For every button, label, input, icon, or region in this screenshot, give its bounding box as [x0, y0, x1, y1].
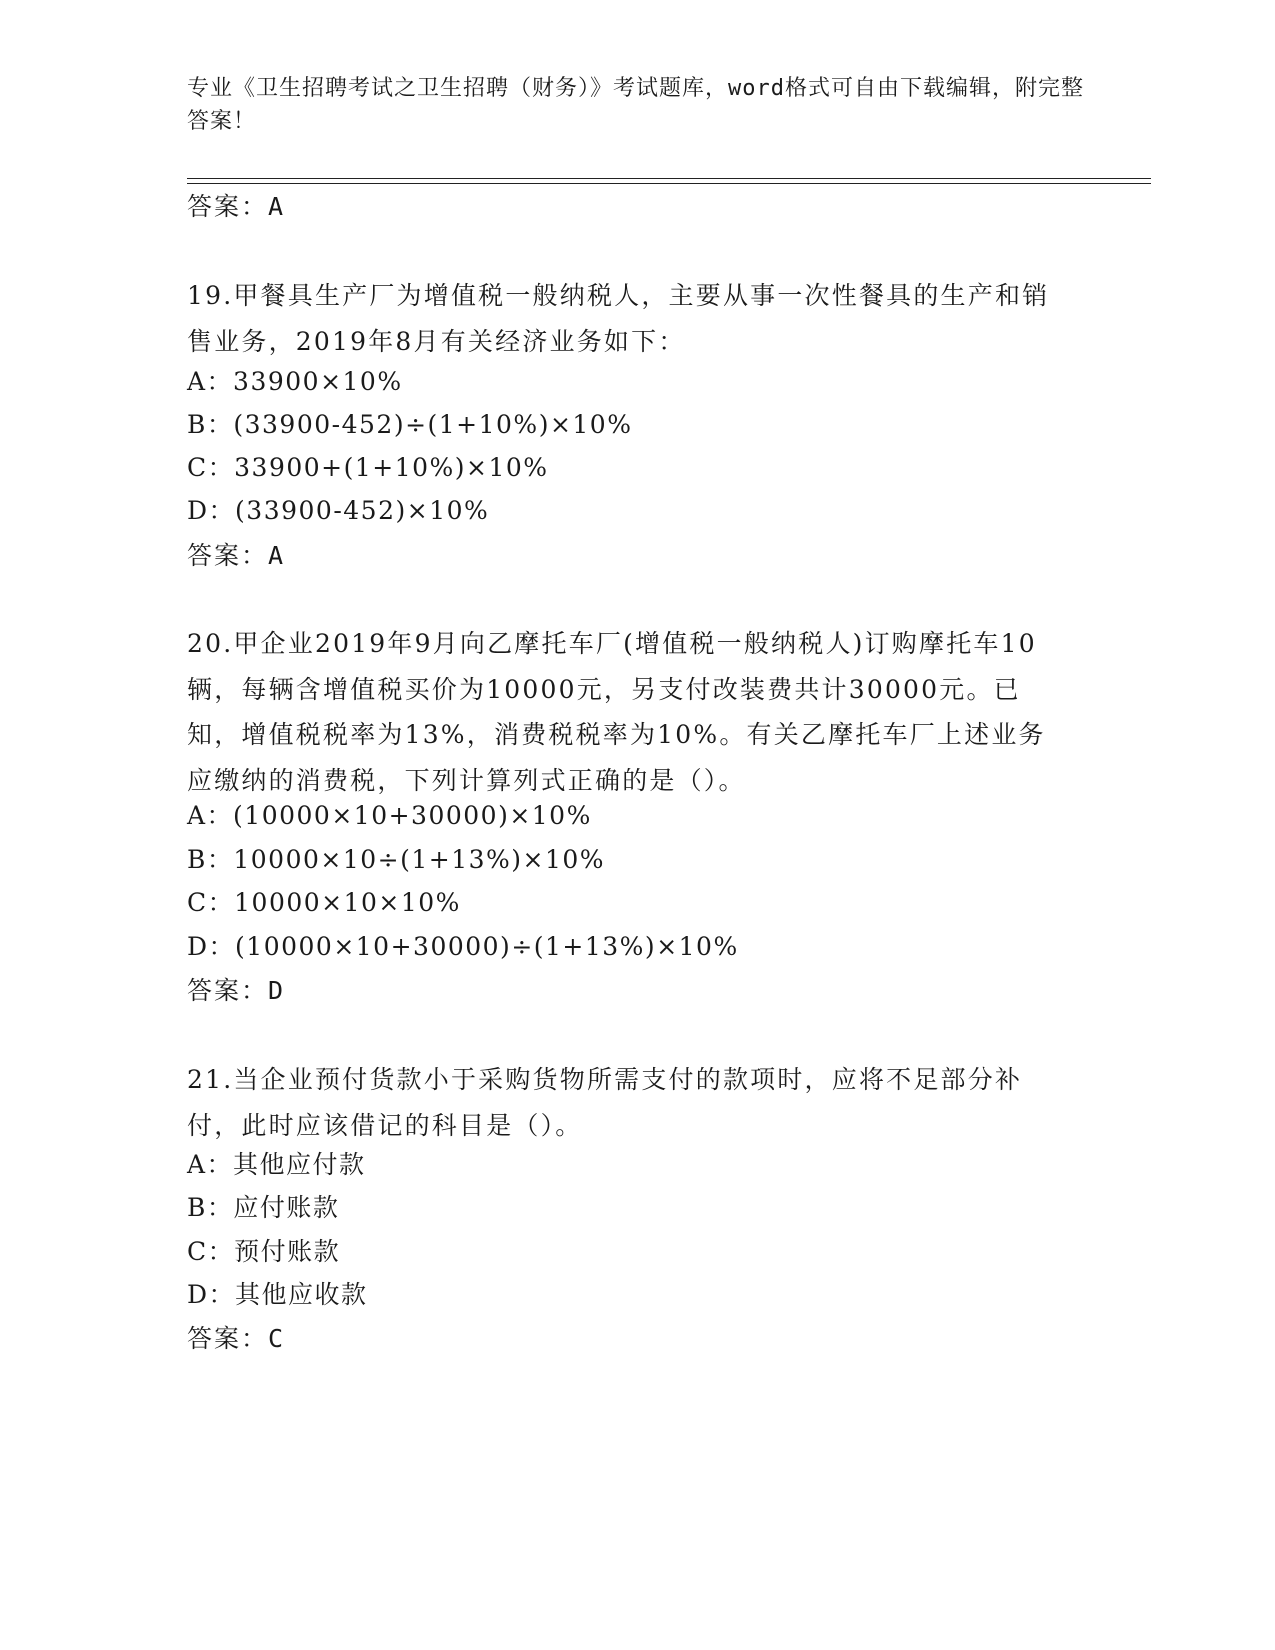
question-19-option-b: B：(33900-452)÷(1+10%)×10%: [187, 410, 633, 439]
question-19-option-a: A：33900×10%: [187, 367, 403, 396]
question-21-option-d: D：其他应收款: [187, 1280, 368, 1309]
header-divider-bottom: [187, 183, 1151, 184]
question-21-text: 21.当企业预付货款小于采购货物所需支付的款项时，应将不足部分补付，此时应该借记的科目是（）。: [187, 1065, 1023, 1140]
prev-answer: 答案：A: [187, 192, 286, 221]
question-19-answer: 答案：A: [187, 541, 286, 570]
question-20-option-b: B：10000×10÷(1+13%)×10%: [187, 845, 606, 874]
question-19-option-c: C：33900+(1+10%)×10%: [187, 453, 549, 482]
question-19-text: 19.甲餐具生产厂为增值税一般纳税人，主要从事一次性餐具的生产和销售业务，2019年8月有关经济业务如下：: [187, 281, 1050, 356]
question-21-option-b: B：应付账款: [187, 1193, 340, 1222]
question-19-option-d: D：(33900-452)×10%: [187, 496, 490, 525]
question-21-option-c: C：预付账款: [187, 1237, 341, 1266]
question-20-option-a: A：(10000×10+30000)×10%: [187, 801, 592, 830]
document-header: 专业《卫生招聘考试之卫生招聘（财务）》考试题库，word格式可自由下载编辑，附完整答案！: [187, 76, 1084, 134]
question-20-text: 20.甲企业2019年9月向乙摩托车厂(增值税一般纳税人)订购摩托车10辆，每辆含增值税买价为10000元，另支付改装费共计30000元。已知，增值税税率为13%，消费税税率为10%。有关乙摩托车厂上述业务应缴纳的消费税，下列计算列式正确的是（）。: [187, 629, 1046, 795]
question-20-option-c: C：10000×10×10%: [187, 888, 461, 917]
question-20-answer: 答案：D: [187, 976, 286, 1005]
header-divider-top: [187, 178, 1151, 179]
question-21-option-a: A：其他应付款: [187, 1150, 366, 1179]
question-21-answer: 答案：C: [187, 1324, 286, 1353]
question-20-option-d: D：(10000×10+30000)÷(1+13%)×10%: [187, 932, 739, 961]
